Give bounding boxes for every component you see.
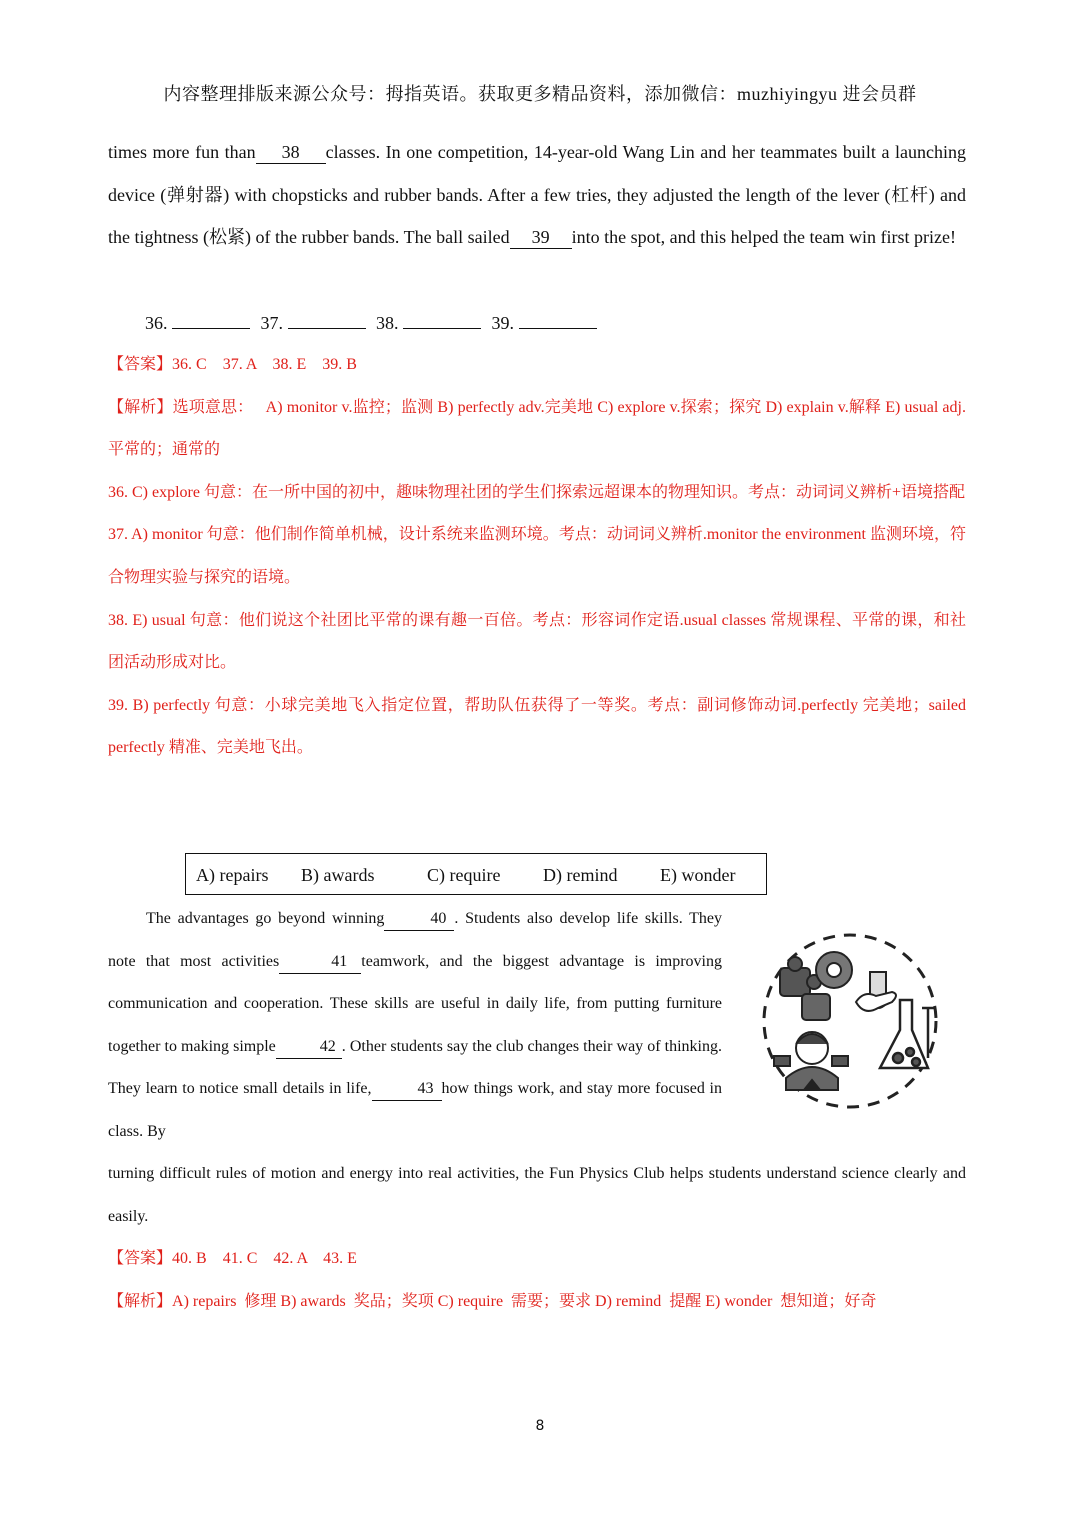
passage-1 (108, 131, 966, 259)
blank-41: 41 (279, 952, 361, 974)
blank-43: 43 (372, 1079, 442, 1101)
hand-test-tube-icon (856, 972, 896, 1011)
word-options-box (185, 853, 767, 895)
answer-analysis-1 (108, 344, 966, 770)
answer-analysis-2 (108, 1238, 966, 1323)
answer-line (108, 344, 966, 387)
analysis-37: 37. A) monitor 句意：他们制作简单机械，设计系统来监测环境。考点：动词词义辨析.monitor the environment 监测环境，符合物理实验与探究的语境。 (108, 526, 966, 586)
answer-blank[interactable] (519, 310, 597, 329)
option-d: D) remind (543, 865, 618, 885)
answer-label: 【答案】 (108, 356, 173, 373)
passage-text: . Other students say the club changes their way of thinking. They learn to notice small details in life, (108, 1037, 723, 1098)
passage-2 (108, 898, 722, 1154)
question-number: 39. (491, 313, 514, 333)
passage-2-tail: turning difficult rules of motion and energy into real activities, the Fun Physics Club helps students understand science clearly and easily. (108, 1165, 966, 1225)
blank-38: 38 (256, 142, 326, 164)
passage-text: . Students also develop life skills. They note that most activities (108, 910, 722, 970)
flask-icon (880, 1000, 934, 1068)
passage-text: classes. In one competition, 14-year-old Wang Lin and her teammates built a launching device (弹射器) with chopsticks and rubber bands. After a few tries, they adjusted the length of the lever (杠杆) and the tightness (松紧) of the rubber bands. The ball sailed (108, 142, 966, 248)
analysis-text: 选项意思： A) monitor v.监控；监测 B) perfectly adv.完美地 C) explore v.探索；探究 D) explain v.解释 E) usual adj.平常的；通常的 (108, 398, 966, 459)
option-c: C) require (427, 865, 501, 885)
answer-line (108, 1238, 966, 1281)
analysis-label: 【解析】 (108, 1292, 173, 1310)
passage-text: how things work, and stay more focused in class. By (108, 1080, 722, 1140)
option-a: A) repairs (196, 865, 269, 885)
analysis-text: A) repairs 修理 B) awards 奖品；奖项 C) require 需要；要求 D) remind 提醒 E) wonder 想知道；好奇 (172, 1292, 877, 1310)
analysis-36: 36. C) explore 句意：在一所中国的初中，趣味物理社团的学生们探索远超课本的物理知识。考点：动词词义辨析+语境搭配 (108, 483, 966, 501)
analysis-options (108, 387, 966, 472)
answer-text: 36. C 37. A 38. E 39. B (172, 356, 357, 373)
analysis-options (108, 1281, 966, 1324)
passage-text: times more fun than (108, 142, 256, 162)
answer-blanks-line (145, 302, 603, 344)
passage-2-continued (108, 1153, 966, 1238)
page-header: 内容整理排版来源公众号：拇指英语。获取更多精品资料，添加微信：muzhiyingyu 进会员群 (163, 84, 917, 104)
passage-2-paragraph (108, 898, 722, 1154)
blank-39: 39 (510, 227, 572, 249)
question-number: 37. (260, 313, 283, 333)
answer-blank[interactable] (288, 310, 366, 329)
question-number: 36. (145, 313, 168, 333)
passage-1-paragraph (108, 131, 966, 259)
passage-text: teamwork, and the biggest advantage is improving communication and cooperation. These skills are useful in daily life, from putting furniture together to making simple (108, 952, 722, 1055)
passage-text: into the spot, and this helped the team win first prize! (571, 227, 956, 248)
passage-text: The advantages go beyond winning (146, 910, 385, 927)
option-e: E) wonder (660, 865, 736, 885)
analysis-39: 39. B) perfectly 句意：小球完美地飞入指定位置，帮助队伍获得了一等奖。考点：副词修饰动词.perfectly 完美地；sailed perfectly 精准、完美地飞出。 (108, 696, 966, 757)
analysis-38: 38. E) usual 句意：他们说这个社团比平常的课有趣一百倍。考点：形容词作定语.usual classes 常规课程、平常的课，和社团活动形成对比。 (108, 611, 966, 672)
student-icon (774, 1032, 848, 1090)
puzzle-gear-icon (780, 952, 852, 1020)
answer-text: 40. B 41. C 42. A 43. E (172, 1250, 357, 1267)
blank-40: 40 (384, 909, 454, 931)
analysis-label: 【解析】 (108, 398, 173, 416)
answer-blank[interactable] (403, 310, 481, 329)
answer-blank[interactable] (172, 310, 250, 329)
page-number: 8 (535, 1418, 545, 1434)
option-b: B) awards (301, 865, 375, 885)
science-illustration (752, 928, 948, 1114)
blank-42: 42 (276, 1037, 342, 1059)
question-number: 38. (376, 313, 399, 333)
answer-label: 【答案】 (108, 1250, 173, 1267)
